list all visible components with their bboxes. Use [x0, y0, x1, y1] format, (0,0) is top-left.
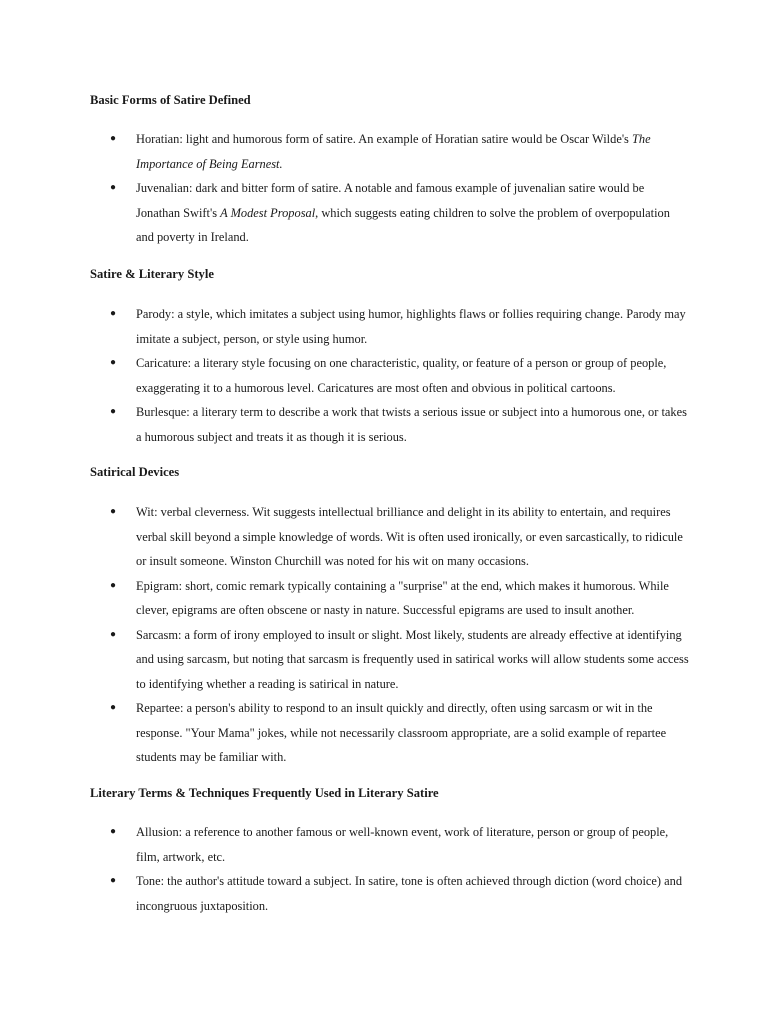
list-item-repartee [90, 696, 690, 770]
section-heading-literary-terms: Literary Terms & Techniques Frequently Used in Literary Satire [90, 786, 439, 800]
bullet-icon: ● [110, 826, 117, 837]
item-text: Tone: the author's attitude toward a subject. In satire, tone is often achieved through diction (word choice) and incongruous juxtaposition. [136, 874, 683, 913]
bullet-icon: ● [110, 506, 117, 517]
list-literary-style [90, 302, 690, 449]
item-text-italic: The Importance of Being Earnest. [136, 132, 651, 171]
bullet-icon: ● [110, 702, 117, 713]
list-item-wit [90, 500, 690, 574]
list-literary-terms [90, 820, 690, 918]
item-text: Parody: a style, which imitates a subject using humor, highlights flaws or follies requiring change. Parody may imitate a subject, person, or style using humor. [136, 307, 686, 346]
list-basic-forms [90, 127, 690, 250]
list-item-horatian [90, 127, 690, 176]
item-text: Horatian: light and humorous form of satire. An example of Horatian satire would be Oscar Wilde's [136, 132, 632, 146]
bullet-icon: ● [110, 133, 117, 144]
bullet-icon: ● [110, 628, 117, 640]
bullet-icon: ● [110, 406, 117, 417]
bullet-icon: ● [110, 579, 117, 591]
item-text: Repartee: a person's ability to respond to an insult quickly and directly, often using sarcasm or wit in the response. "Your Mama" jokes, while not necessarily classroom appropriate, are a solid example of repartee students may be familiar with. [136, 701, 667, 764]
section-heading-literary-style: Satire & Literary Style [90, 267, 214, 281]
item-text: Caricature: a literary style focusing on one characteristic, quality, or feature of a person or group of people, exaggerating it to a humorous level. Caricatures are most often and obvious in political cartoons. [136, 356, 667, 395]
list-item-tone [90, 869, 690, 918]
item-text: Burlesque: a literary term to describe a work that twists a serious issue or subject into a humorous one, or takes a humorous subject and treats it as though it is serious. [136, 405, 687, 444]
item-text: , which suggests eating children to solve the problem of overpopulation and poverty in Ireland. [136, 205, 670, 244]
list-item-caricature [90, 351, 690, 400]
list-item-parody [90, 302, 690, 351]
section-heading-basic-forms: Basic Forms of Satire Defined [90, 93, 251, 107]
item-text: Wit: verbal cleverness. Wit suggests intellectual brilliance and delight in its ability to entertain, and requires verbal skill beyond a simple knowledge of words. Wit is often used ironically, or even sarcastically, to ridicule or insult someone. Winston Churchill was noted for his wit on many occasions. [136, 505, 683, 568]
bullet-icon: ● [110, 357, 117, 368]
list-item-juvenalian [90, 176, 690, 250]
list-item-sarcasm [90, 623, 690, 697]
bullet-icon: ● [110, 182, 117, 193]
item-text-italic: A Modest Proposal [220, 205, 316, 220]
list-item-burlesque [90, 400, 690, 449]
section-heading-satirical-devices: Satirical Devices [90, 465, 180, 479]
list-item-epigram [90, 574, 690, 623]
item-text: Sarcasm: a form of irony employed to insult or slight. Most likely, students are already effective at identifying and using sarcasm, but noting that sarcasm is frequently used in satirical works will allow students some access to identifying whether a reading is satirical in nature. [136, 627, 689, 691]
list-item-allusion [90, 820, 690, 869]
item-text: Allusion: a reference to another famous or well-known event, work of literature, person or group of people, film, artwork, etc. [136, 825, 669, 864]
bullet-icon: ● [110, 875, 117, 886]
item-text: Epigram: short, comic remark typically containing a "surprise" at the end, which makes it humorous. While clever, epigrams are often obscene or nasty in nature. Successful epigrams are used to insult another. [136, 578, 669, 617]
bullet-icon: ● [110, 308, 117, 319]
list-satirical-devices [90, 500, 690, 770]
item-text: Juvenalian: dark and bitter form of satire. A notable and famous example of juvenalian satire would be Jonathan Swift's [136, 181, 645, 220]
